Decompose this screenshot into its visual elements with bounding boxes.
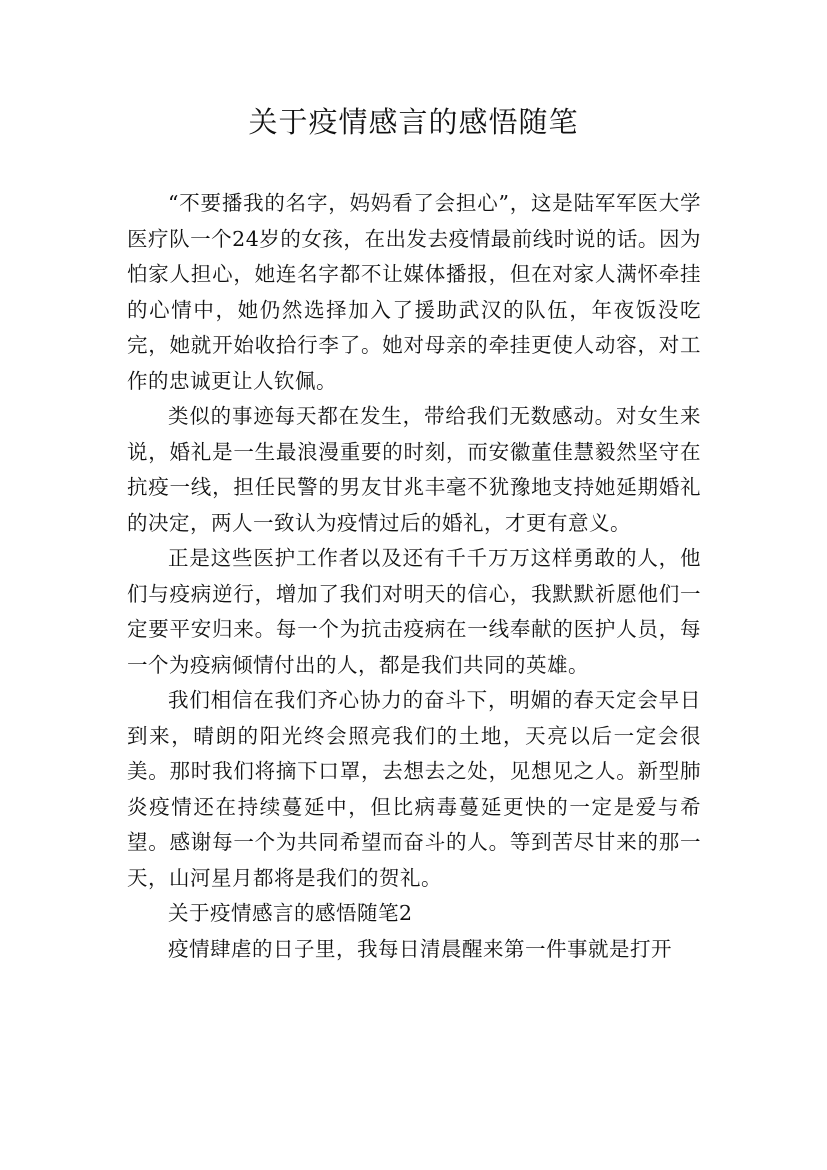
paragraph-3: 正是这些医护工作者以及还有千千万万这样勇敢的人，他们与疫病逆行，增加了我们对明天的信心，我默默祈愿他们一定要平安归来。每一个为抗击疫病在一线奉献的医护人员，每一个为疫病倾情付出的人，都是我们共同的英雄。 [127, 546, 701, 677]
section-subheading: 关于疫情感言的感悟随笔2 [168, 901, 413, 925]
paragraph-4: 我们相信在我们齐心协力的奋斗下，明媚的春天定会早日到来，晴朗的阳光终会照亮我们的土地，天亮以后一定会很美。那时我们将摘下口罩，去想去之处，见想见之人。新型肺炎疫情还在持续蔓延中，但比病毒蔓延更快的一定是爱与希望。感谢每一个为共同希望而奋斗的人。等到苦尽甘来的那一天，山河星月都将是我们的贺礼。 [127, 688, 701, 890]
paragraph-2: 类似的事迹每天都在发生，带给我们无数感动。对女生来说，婚礼是一生最浪漫重要的时刻，而安徽董佳慧毅然坚守在抗疫一线，担任民警的男友甘兆丰毫不犹豫地支持她延期婚礼的决定，两人一致认为疫情过后的婚礼，才更有意义。 [127, 404, 701, 535]
paragraph-1: “不要播我的名字，妈妈看了会担心”，这是陆军军医大学医疗队一个24岁的女孩，在出发去疫情最前线时说的话。因为怕家人担心，她连名字都不让媒体播报，但在对家人满怀牵挂的心情中，她仍然选择加入了援助武汉的队伍，年夜饭没吃完，她就开始收拾行李了。她对母亲的牵挂更使人动容，对工作的忠诚更让人钦佩。 [127, 191, 701, 393]
document-title: 关于疫情感言的感悟随笔 [248, 105, 579, 139]
document-body [127, 186, 701, 967]
paragraph-5: 疫情肆虐的日子里，我每日清晨醒来第一件事就是打开 [168, 936, 672, 961]
